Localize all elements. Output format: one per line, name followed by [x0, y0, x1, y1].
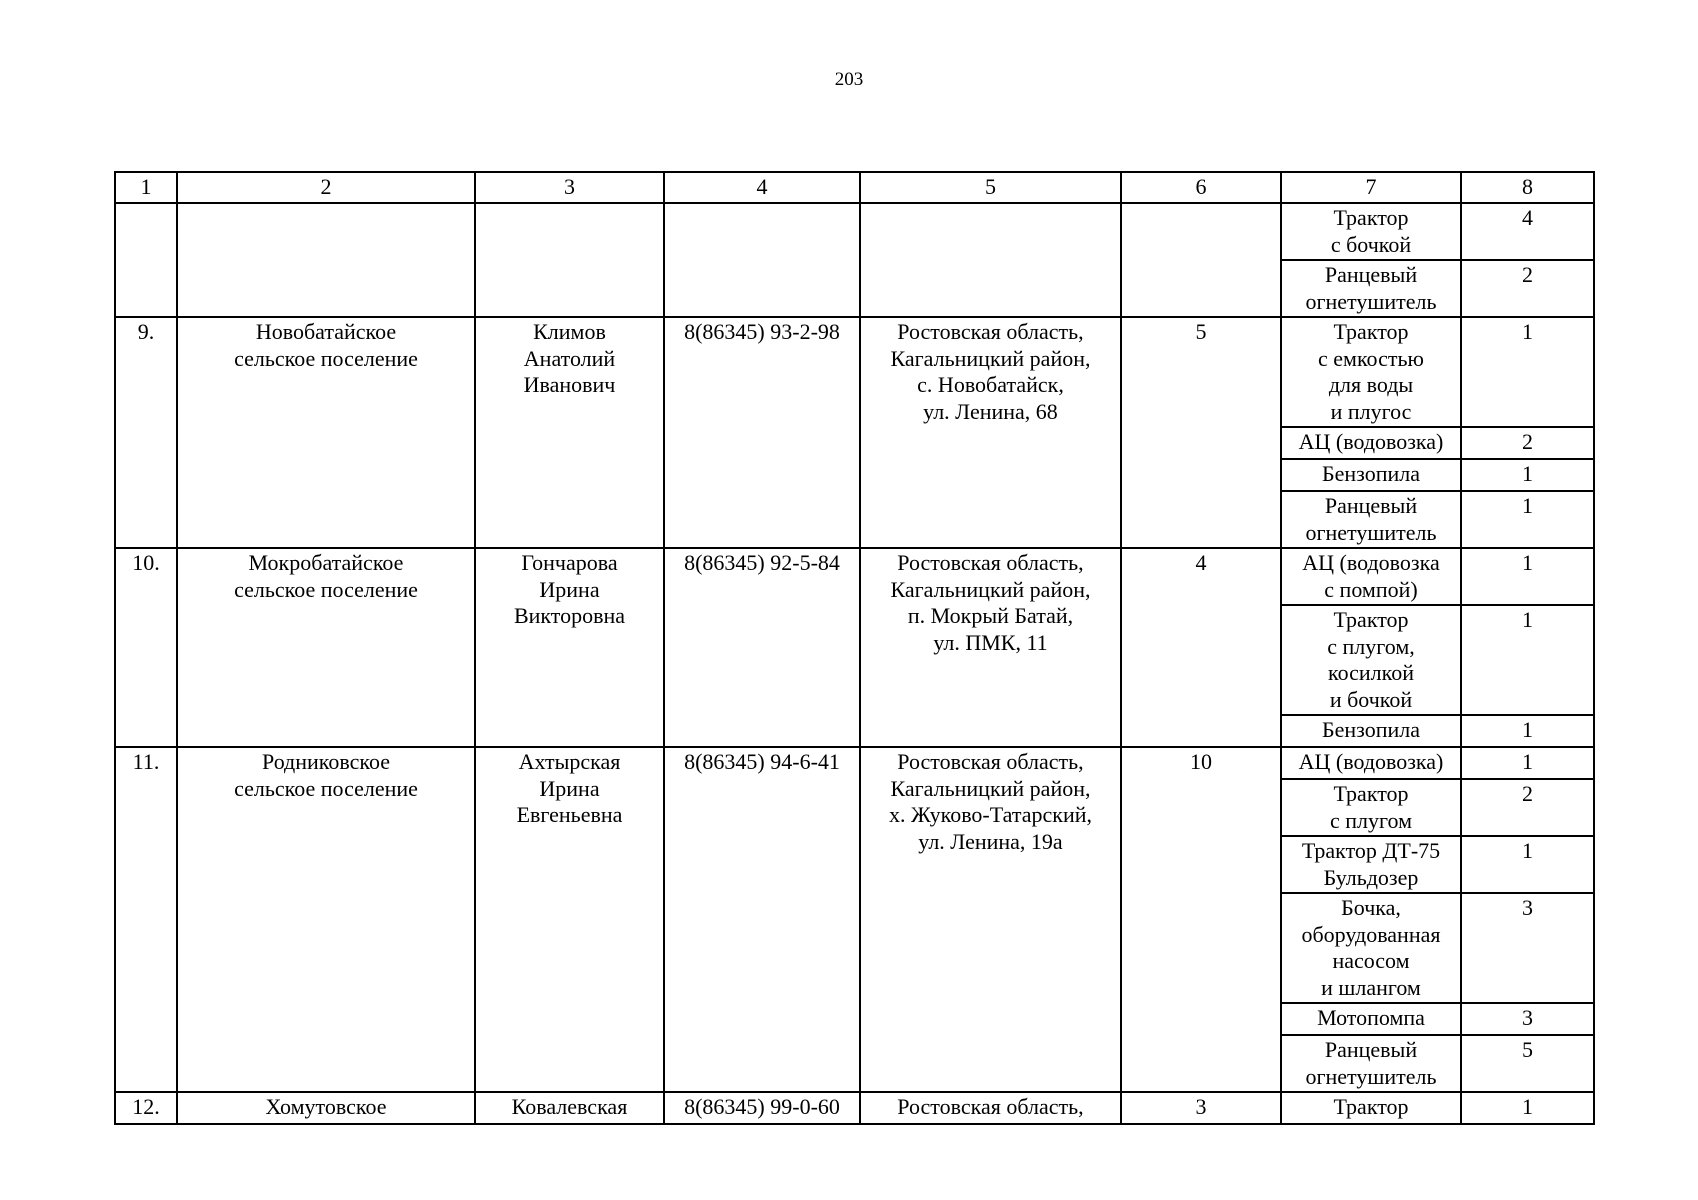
phone-number: 8(86345) 94-6-41 [664, 747, 860, 1092]
equipment-name: Ранцевый огнетушитель [1281, 491, 1461, 548]
row-number: 10. [115, 548, 177, 747]
empty-cell [664, 203, 860, 317]
row-number: 9. [115, 317, 177, 548]
phone-number: 8(86345) 93-2-98 [664, 317, 860, 548]
row-number: 11. [115, 747, 177, 1092]
personnel-count: 5 [1121, 317, 1281, 548]
header-cell: 7 [1281, 172, 1461, 203]
empty-cell [1121, 203, 1281, 317]
equipment-name: Трактор с бочкой [1281, 203, 1461, 260]
equipment-name: Трактор с емкостью для воды и плугос [1281, 317, 1461, 427]
equipment-qty: 1 [1461, 491, 1594, 548]
responsible-person: Климов Анатолий Иванович [475, 317, 664, 548]
equipment-name: Трактор с плугом, косилкой и бочкой [1281, 605, 1461, 715]
equipment-name: Мотопомпа [1281, 1003, 1461, 1035]
equipment-name: АЦ (водовозка с помпой) [1281, 548, 1461, 605]
equipment-qty: 1 [1461, 459, 1594, 491]
phone-number: 8(86345) 92-5-84 [664, 548, 860, 747]
address: Ростовская область, [860, 1092, 1121, 1124]
personnel-count: 3 [1121, 1092, 1281, 1124]
empty-cell [177, 203, 475, 317]
address: Ростовская область, Кагальницкий район, п. Мокрый Батай, ул. ПМК, 11 [860, 548, 1121, 747]
personnel-count: 10 [1121, 747, 1281, 1092]
equipment-name: Ранцевый огнетушитель [1281, 1035, 1461, 1092]
settlement-name: Хомутовское [177, 1092, 475, 1124]
personnel-count: 4 [1121, 548, 1281, 747]
responsible-person: Ковалевская [475, 1092, 664, 1124]
equipment-name: Ранцевый огнетушитель [1281, 260, 1461, 317]
address: Ростовская область, Кагальницкий район, с. Новобатайск, ул. Ленина, 68 [860, 317, 1121, 548]
empty-cell [475, 203, 664, 317]
equipment-qty: 1 [1461, 605, 1594, 715]
equipment-qty: 3 [1461, 893, 1594, 1003]
equipment-qty: 1 [1461, 836, 1594, 893]
page-number: 203 [834, 69, 864, 90]
equipment-qty: 3 [1461, 1003, 1594, 1035]
empty-cell [860, 203, 1121, 317]
equipment-qty: 5 [1461, 1035, 1594, 1092]
equipment-name: АЦ (водовозка) [1281, 427, 1461, 459]
header-row [115, 172, 1594, 203]
table-row [115, 317, 1594, 427]
header-cell: 3 [475, 172, 664, 203]
equipment-name: Трактор [1281, 1092, 1461, 1124]
equipment-qty: 1 [1461, 317, 1594, 427]
header-cell: 1 [115, 172, 177, 203]
equipment-name: АЦ (водовозка) [1281, 747, 1461, 779]
table-row [115, 203, 1594, 260]
equipment-qty: 1 [1461, 715, 1594, 747]
header-cell: 8 [1461, 172, 1594, 203]
equipment-table [114, 171, 1595, 1125]
settlement-name: Мокробатайское сельское поселение [177, 548, 475, 747]
table-row [115, 747, 1594, 779]
equipment-qty: 2 [1461, 779, 1594, 836]
equipment-qty: 1 [1461, 747, 1594, 779]
equipment-name: Бензопила [1281, 459, 1461, 491]
equipment-name: Трактор ДТ-75 Бульдозер [1281, 836, 1461, 893]
equipment-qty: 2 [1461, 260, 1594, 317]
equipment-qty: 4 [1461, 203, 1594, 260]
table-row [115, 548, 1594, 605]
phone-number: 8(86345) 99-0-60 [664, 1092, 860, 1124]
equipment-qty: 1 [1461, 1092, 1594, 1124]
equipment-name: Бочка, оборудованная насосом и шлангом [1281, 893, 1461, 1003]
equipment-qty: 2 [1461, 427, 1594, 459]
header-cell: 6 [1121, 172, 1281, 203]
settlement-name: Родниковское сельское поселение [177, 747, 475, 1092]
equipment-qty: 1 [1461, 548, 1594, 605]
header-cell: 2 [177, 172, 475, 203]
equipment-name: Трактор с плугом [1281, 779, 1461, 836]
empty-cell [115, 203, 177, 317]
equipment-name: Бензопила [1281, 715, 1461, 747]
responsible-person: Гончарова Ирина Викторовна [475, 548, 664, 747]
header-cell: 5 [860, 172, 1121, 203]
row-number: 12. [115, 1092, 177, 1124]
address: Ростовская область, Кагальницкий район, х. Жуково-Татарский, ул. Ленина, 19а [860, 747, 1121, 1092]
table-row [115, 1092, 1594, 1124]
responsible-person: Ахтырская Ирина Евгеньевна [475, 747, 664, 1092]
header-cell: 4 [664, 172, 860, 203]
settlement-name: Новобатайское сельское поселение [177, 317, 475, 548]
